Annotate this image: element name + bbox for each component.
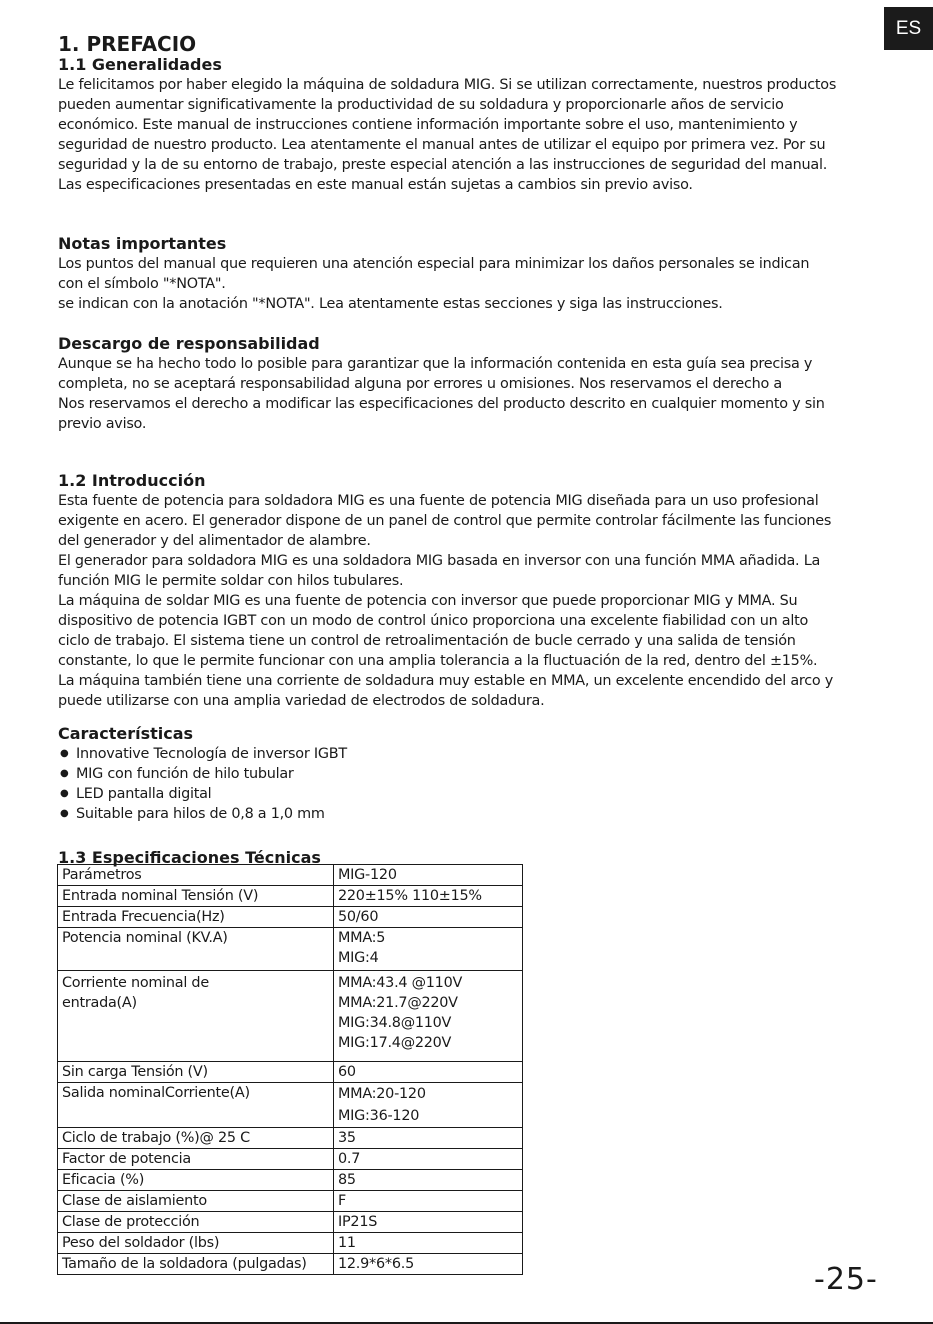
table-row: [58, 1170, 523, 1191]
subsection-title-caracteristicas: Características: [58, 724, 194, 743]
table-row: [58, 1062, 523, 1083]
spec-value: 11: [334, 1233, 523, 1254]
text-line: se indican con la anotación "*NOTA". Lea atentamente estas secciones y siga las instrucciones.: [58, 296, 723, 312]
spec-value: 60: [334, 1062, 523, 1083]
spec-label: Potencia nominal (KV.A): [58, 928, 334, 971]
text-line: ciclo de trabajo. El sistema tiene un control de retroalimentación de bucle cerrado y una salida de tensión: [58, 633, 796, 649]
table-row: [58, 1149, 523, 1170]
text-line: del generador y del alimentador de alambre.: [58, 533, 371, 549]
page-content: [58, 33, 898, 868]
text-line: constante, lo que le permite funcionar con una amplia tolerancia a la fluctuación de la red, dentro del ±15%.: [58, 653, 818, 669]
spec-value: 85: [334, 1170, 523, 1191]
features-list: [58, 744, 898, 824]
feature-item: ● LED pantalla digital: [58, 784, 898, 804]
spec-label: Entrada Frecuencia(Hz): [58, 907, 334, 928]
table-row: [58, 971, 523, 1062]
paragraph-generalidades: [58, 75, 898, 195]
page-number: -25-: [814, 1262, 878, 1297]
spec-label: Clase de aislamiento: [58, 1191, 334, 1212]
spec-value: 50/60: [334, 907, 523, 928]
subsection-title-especificaciones: 1.3 Especificaciones Técnicas: [58, 848, 321, 867]
spec-value: MMA:20-120 MIG:36-120: [334, 1083, 523, 1128]
text-line: Esta fuente de potencia para soldadora MIG es una fuente de potencia MIG diseñada para un uso profesional: [58, 493, 819, 509]
table-row: [58, 928, 523, 971]
text-line: función MIG le permite soldar con hilos tubulares.: [58, 573, 404, 589]
language-tab: ES: [884, 7, 933, 50]
text-line: puede utilizarse con una amplia variedad de electrodos de soldadura.: [58, 693, 545, 709]
spec-value: F: [334, 1191, 523, 1212]
text-line: El generador para soldadora MIG es una soldadora MIG basada en inversor con una función MMA añadida. La: [58, 553, 821, 569]
section-title: 1. PREFACIO: [58, 32, 197, 56]
text-line: con el símbolo "*NOTA".: [58, 276, 226, 292]
spec-label: Peso del soldador (lbs): [58, 1233, 334, 1254]
text-line: pueden aumentar significativamente la productividad de su soldadura y proporcionarle años de servicio: [58, 97, 784, 113]
spec-value: MIG-120: [334, 865, 523, 886]
text-line: completa, no se aceptará responsabilidad alguna por errores u omisiones. Nos reservamos el derecho a: [58, 376, 782, 392]
table-row: [58, 1083, 523, 1128]
table-row: [58, 1128, 523, 1149]
spec-label: Corriente nominal de entrada(A): [58, 971, 334, 1062]
table-row: [58, 886, 523, 907]
spec-label: Factor de potencia: [58, 1149, 334, 1170]
spec-value: MMA:5 MIG:4: [334, 928, 523, 971]
table-row: [58, 1212, 523, 1233]
text-line: dispositivo de potencia IGBT con un modo de control único proporciona una excelente fiabilidad con un alto: [58, 613, 809, 629]
subsection-title-descargo: Descargo de responsabilidad: [58, 334, 320, 353]
text-line: seguridad de nuestro producto. Lea atentamente el manual antes de utilizar el equipo por primera vez. Por su: [58, 137, 826, 153]
feature-item: ● Innovative Tecnología de inversor IGBT: [58, 744, 898, 764]
table-row: [58, 1191, 523, 1212]
spec-value: 12.9*6*6.5: [334, 1254, 523, 1275]
text-line: La máquina también tiene una corriente de soldadura muy estable en MMA, un excelente encendido del arco y: [58, 673, 834, 689]
table-row: [58, 907, 523, 928]
text-line: La máquina de soldar MIG es una fuente de potencia con inversor que puede proporcionar MIG y MMA. Su: [58, 593, 798, 609]
text-line: Las especificaciones presentadas en este manual están sujetas a cambios sin previo aviso.: [58, 177, 693, 193]
subsection-title-generalidades: 1.1 Generalidades: [58, 55, 222, 74]
spec-value: MMA:43.4 @110V MMA:21.7@220V MIG:34.8@110V MIG:17.4@220V: [334, 971, 523, 1062]
feature-item: ● MIG con función de hilo tubular: [58, 764, 898, 784]
paragraph-descargo: [58, 354, 898, 434]
spec-label: Eficacia (%): [58, 1170, 334, 1191]
paragraph-introduccion: [58, 491, 898, 711]
text-line: Aunque se ha hecho todo lo posible para garantizar que la información contenida en esta guía sea precisa y: [58, 356, 813, 372]
spec-label: Tamaño de la soldadora (pulgadas): [58, 1254, 334, 1275]
text-line: Le felicitamos por haber elegido la máquina de soldadura MIG. Si se utilizan correctamente, nuestros productos: [58, 77, 837, 93]
text-line: exigente en acero. El generador dispone de un panel de control que permite controlar fácilmente las funciones: [58, 513, 832, 529]
spec-value: IP21S: [334, 1212, 523, 1233]
text-line: económico. Este manual de instrucciones contiene información importante sobre el uso, mantenimiento y: [58, 117, 798, 133]
spec-label: Sin carga Tensión (V): [58, 1062, 334, 1083]
spec-label: Ciclo de trabajo (%)@ 25 C: [58, 1128, 334, 1149]
spec-label: Parámetros: [58, 865, 334, 886]
text-line: previo aviso.: [58, 416, 147, 432]
text-line: Los puntos del manual que requieren una atención especial para minimizar los daños personales se indican: [58, 256, 810, 272]
text-line: Nos reservamos el derecho a modificar las especificaciones del producto descrito en cualquier momento y sin: [58, 396, 825, 412]
spec-label: Salida nominalCorriente(A): [58, 1083, 334, 1128]
spec-label: Clase de protección: [58, 1212, 334, 1233]
spec-value: 0.7: [334, 1149, 523, 1170]
table-row: [58, 1254, 523, 1275]
paragraph-notas: [58, 254, 898, 314]
subsection-title-notas: Notas importantes: [58, 234, 227, 253]
spec-value: 35: [334, 1128, 523, 1149]
spec-label: Entrada nominal Tensión (V): [58, 886, 334, 907]
subsection-title-introduccion: 1.2 Introducción: [58, 471, 206, 490]
table-row: [58, 865, 523, 886]
table-row: [58, 1233, 523, 1254]
text-line: seguridad y la de su entorno de trabajo, preste especial atención a las instrucciones de seguridad del manual.: [58, 157, 828, 173]
feature-item: ● Suitable para hilos de 0,8 a 1,0 mm: [58, 804, 898, 824]
specifications-table: [57, 864, 523, 1275]
spec-value: 220±15% 110±15%: [334, 886, 523, 907]
